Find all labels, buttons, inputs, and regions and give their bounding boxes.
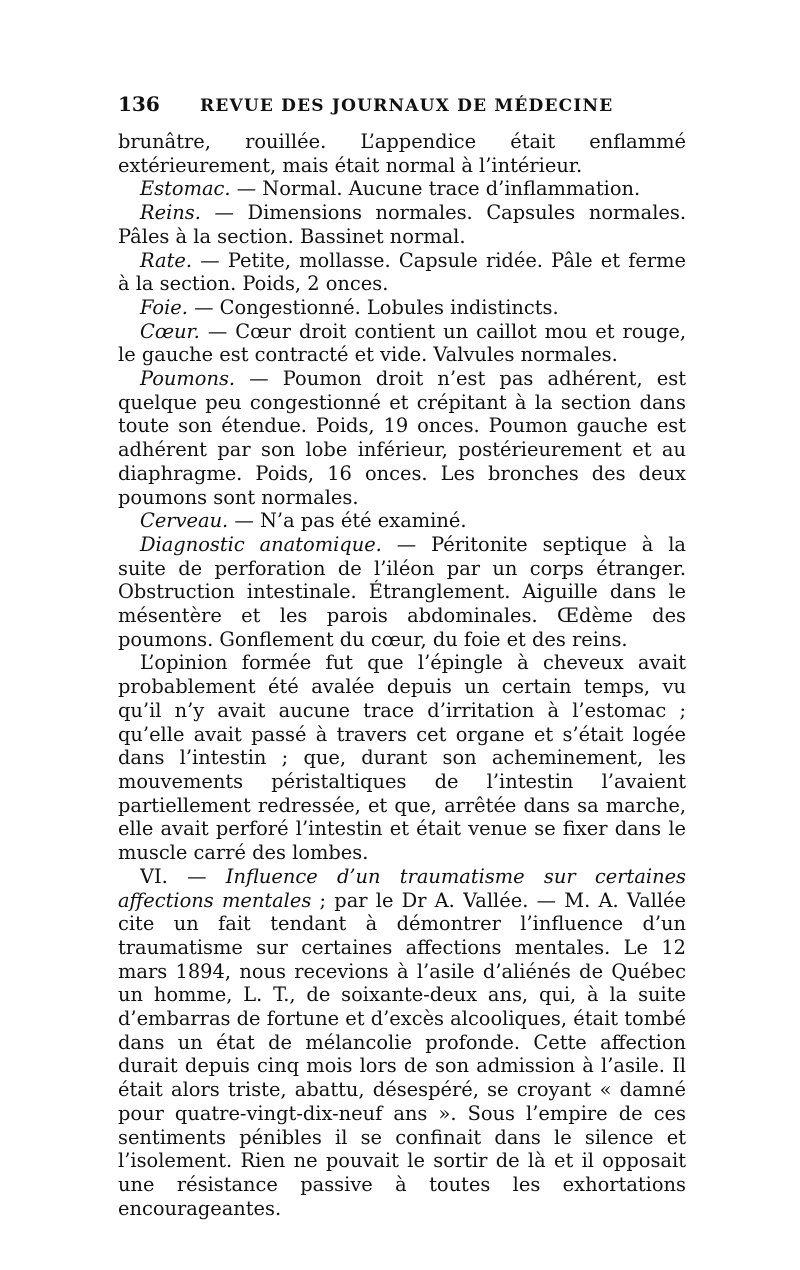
running-header [118,92,686,116]
paragraph-section-vi: VI. — Influence d’un traumatisme sur certaines affections mentales ; par le Dr A. Vallée. — M. A. Vallée cite un fait tendant à démontrer l’influence d’un traumatisme sur certaines affections mentales. Le 12 mars 1894, nous recevions à l’asile d’aliénés de Québec un homme, L. T., de soixante-deux ans, qui, à la suite d’embarras de fortune et d’excès alcooliques, était tombé dans un état de mélancolie profonde. Cette affection durait depuis cinq mois lors de son admission à l’asile. Il était alors triste, abattu, désespéré, se croyant « damné pour quatre-vingt-dix-neuf ans ». Sous l’empire de ces sentiments pénibles il se confinait dans le silence et l’isolement. Rien ne pouvait le sortir de là et il opposait une résistance passive à toutes les exhortations encourageantes. [118,864,687,1220]
paragraph-poumons [118,367,686,509]
paragraph-coeur [118,320,686,367]
paragraph-lead: Estomac. [140,177,231,201]
paragraph-text: — Petite, mollasse. Capsule ridée. Pâle et ferme à la section. Poids, 2 onces. [118,248,686,296]
paragraph-text: — Congestionné. Lobules indistincts. [187,295,559,319]
document-page [118,92,686,1220]
paragraph-text: — Normal. Aucune trace d’inflammation. [230,177,641,201]
paragraph-reins [118,201,686,248]
paragraph-lead: Diagnostic anatomique. [140,532,382,556]
paragraph-lead: Rate. [140,248,193,272]
paragraph-text: — Péritonite septique à la suite de perforation de l’iléon par un corps étranger. Obstruction intestinale. Étranglement. Aiguille dans le mésentère et les parois abdominales. Œdème des poumons. Gonflement du cœur, du foie et des reins. [118,532,686,651]
paragraph-opinion [118,651,686,864]
paragraph-text: — Dimensions normales. Capsules normales. Pâles à la section. Bassinet normal. [118,201,686,248]
paragraph-text: — Poumon droit n’est pas adhérent, est quelque peu congestionné et crépitant à la section dans toute son étendue. Poids, 19 onces. Poumon gauche est adhérent par son lobe inférieur, postérieurement et au diaphragme. Poids, 16 onces. Les bronches des deux poumons sont normales. [118,367,686,509]
paragraph-lead: Reins. [140,201,201,225]
paragraph-rate [118,249,686,296]
paragraph-estomac [118,177,686,201]
article-body [118,130,686,1220]
paragraph-text: brunâtre, rouillée. L’appendice était enflammé extérieurement, mais était normal à l’intérieur. [118,130,686,177]
paragraph-foie [118,296,686,320]
page-number: 136 [118,92,160,116]
paragraph-cerveau [118,509,686,533]
paragraph-lead: Poumons. [140,367,236,391]
paragraph-lead: Foie. [140,295,188,319]
paragraph-text: ; par le Dr A. Vallée. — M. A. Vallée cite un fait tendant à démontrer l’influence d’un traumatisme sur certaines affections mentales. Le 12 mars 1894, nous recevions à l’asile d’aliénés de Québec un homme, L. T., de soixante-deux ans, qui, à la suite d’embarras de fortune et d’excès alcooliques, était tombé dans un état de mélancolie profonde. Cette affection durait depuis cinq mois lors de son admission à l’asile. Il était alors triste, abattu, désespéré, se croyant « damné pour quatre-vingt-dix-neuf ans ». Sous l’empire de ces sentiments pénibles il se confinait dans le silence et l’isolement. Rien ne pouvait le sortir de là et il opposait une résistance passive à toutes les exhortations encourageantes. [118,888,686,1220]
journal-title: REVUE DES JOURNAUX DE MÉDECINE [200,96,614,116]
paragraph-intro [118,130,686,177]
section-number: VI. [140,864,168,888]
paragraph-diagnostic [118,533,686,652]
paragraph-text: — Cœur droit contient un caillot mou et rouge, le gauche est contracté et vide. Valvules normales. [118,319,686,367]
paragraph-text: — N’a pas été examiné. [228,509,467,533]
paragraph-lead: Cœur. [140,319,200,343]
paragraph-lead: Influence d’un traumatisme sur certaines affections mentales [118,864,687,912]
paragraph-lead: Cerveau. [140,509,229,533]
paragraph-text: L’opinion formée fut que l’épingle à cheveux avait probablement été avalée depuis un certain temps, vu qu’il n’y avait aucune trace d’irritation à l’estomac ; qu’elle avait passé à travers cet organe et s’était logée dans l’intestin ; que, durant son acheminement, les mouvements péristaltiques de l’intestin l’avaient partiellement redressée, et que, arrêtée dans sa marche, elle avait perforé l’intestin et était venue se fixer dans le muscle carré des lombes. [118,651,686,865]
